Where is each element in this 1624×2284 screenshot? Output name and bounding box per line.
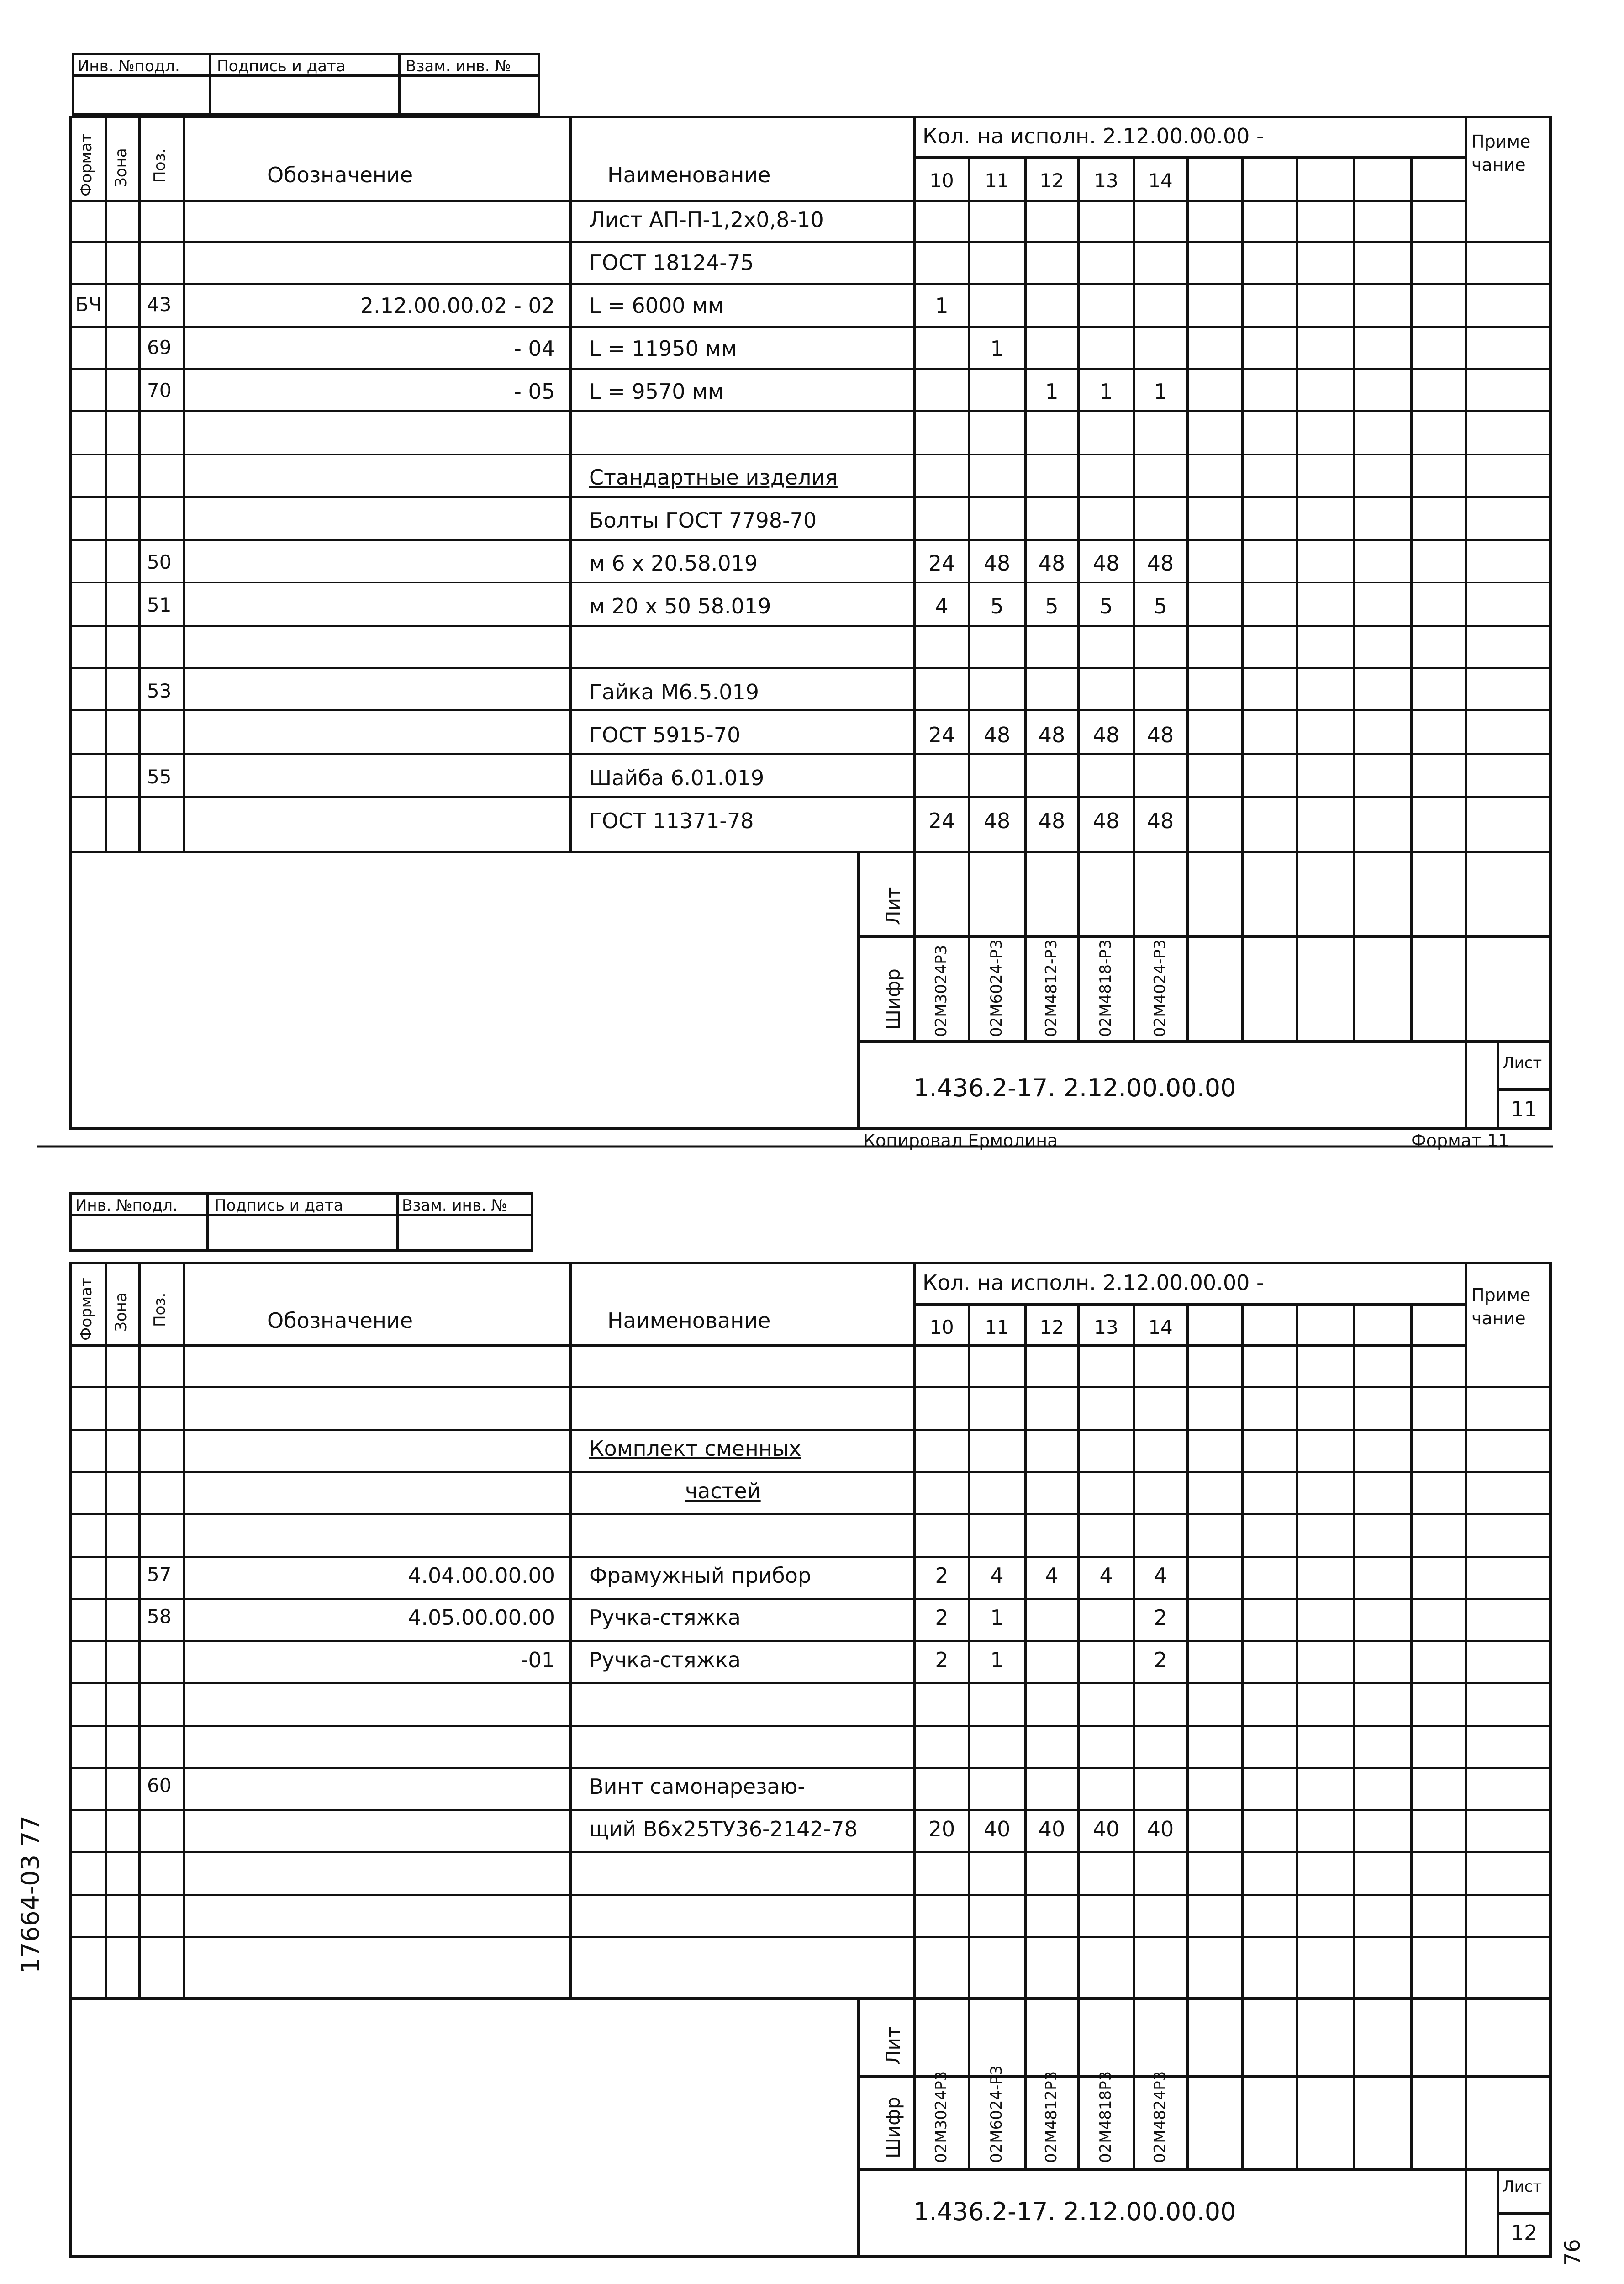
- row-naimenovanie: Стандартные изделия: [589, 465, 838, 490]
- variant-header-10: 10: [929, 1316, 954, 1338]
- row-qty-13: 48: [1092, 723, 1120, 747]
- shifr-code: 02М3024Р3: [932, 945, 950, 1037]
- list-label: Лист: [1503, 1054, 1542, 1072]
- row-naimenovanie: Ручка-стяжка: [589, 1605, 741, 1630]
- row-naimenovanie: частей: [685, 1478, 761, 1503]
- variant-header-13: 13: [1094, 1316, 1118, 1338]
- col-format-header: Формат: [77, 133, 95, 196]
- row-oboznachenie: - 04: [514, 336, 555, 361]
- row-qty-13: 40: [1092, 1816, 1120, 1841]
- shifr-code: 02М6024-Р3: [987, 939, 1006, 1037]
- row-qty-12: 48: [1038, 809, 1065, 833]
- row-qty-11: 48: [983, 551, 1011, 576]
- row-poz: 55: [147, 766, 172, 788]
- col-naimenovanie-header-2: Наименование: [607, 1308, 771, 1333]
- variant-header-12: 12: [1039, 169, 1064, 192]
- row-oboznachenie: -01: [520, 1647, 555, 1672]
- row-poz: 69: [147, 336, 172, 359]
- row-qty-12: 4: [1045, 1563, 1059, 1588]
- col-zona-header-2: Зона: [112, 1292, 130, 1332]
- row-qty-14: 4: [1154, 1563, 1167, 1588]
- inv-no-label: Инв. №подл.: [78, 57, 180, 75]
- row-qty-10: 24: [928, 551, 955, 576]
- row-qty-12: 48: [1038, 551, 1065, 576]
- variant-header-11: 11: [985, 1316, 1009, 1338]
- shifr-code: 02М4818-Р3: [1097, 939, 1115, 1037]
- row-oboznachenie: 4.04.00.00.00: [408, 1563, 555, 1588]
- row-qty-11: 40: [983, 1816, 1011, 1841]
- row-poz: 70: [147, 379, 172, 402]
- row-qty-14: 2: [1154, 1647, 1167, 1672]
- col-poz-header: Поз.: [151, 148, 169, 183]
- shifr-code: 02М6024-Р3: [987, 2065, 1006, 2163]
- row-qty-11: 5: [990, 594, 1004, 619]
- lit-label: Лит: [882, 887, 904, 925]
- variant-header-11: 11: [985, 169, 1009, 192]
- variant-header-10: 10: [929, 169, 954, 192]
- row-qty-13: 48: [1092, 809, 1120, 833]
- row-naimenovanie: Ручка-стяжка: [589, 1647, 741, 1672]
- row-qty-12: 1: [1045, 379, 1059, 404]
- page-number: 76: [1560, 2239, 1585, 2266]
- list-number: 11: [1510, 1097, 1538, 1121]
- row-qty-10: 4: [935, 594, 949, 619]
- inv-zam-label-2: Взам. инв. №: [402, 1196, 507, 1215]
- row-qty-13: 1: [1099, 379, 1113, 404]
- row-naimenovanie: L = 9570 мм: [589, 379, 724, 404]
- row-qty-11: 1: [990, 336, 1004, 361]
- col-poz-header-2: Поз.: [151, 1292, 169, 1327]
- row-poz: 51: [147, 594, 172, 616]
- row-qty-10: 1: [935, 293, 949, 318]
- row-poz: 60: [147, 1774, 172, 1797]
- row-qty-10: 2: [935, 1605, 949, 1630]
- row-qty-14: 48: [1147, 723, 1174, 747]
- inv-zam-label: Взам. инв. №: [406, 57, 511, 75]
- row-naimenovanie: м 6 x 20.58.019: [589, 551, 758, 576]
- list-number-2: 12: [1510, 2221, 1538, 2245]
- format-label: Формат 11: [1411, 1131, 1509, 1151]
- shifr-label-2: Шифр: [882, 2097, 904, 2158]
- row-poz: 53: [147, 680, 172, 702]
- variant-header-14: 14: [1148, 169, 1173, 192]
- row-naimenovanie: Шайба 6.01.019: [589, 766, 765, 790]
- col-zona-header: Зона: [112, 148, 130, 187]
- row-qty-14: 48: [1147, 551, 1174, 576]
- row-qty-11: 1: [990, 1647, 1004, 1672]
- row-qty-13: 4: [1099, 1563, 1113, 1588]
- row-oboznachenie: 2.12.00.00.02 - 02: [360, 293, 555, 318]
- row-qty-10: 24: [928, 809, 955, 833]
- row-poz: 43: [147, 293, 172, 316]
- row-poz: 50: [147, 551, 172, 573]
- row-naimenovanie: Болты ГОСТ 7798-70: [589, 508, 817, 533]
- row-qty-14: 40: [1147, 1816, 1174, 1841]
- col-oboznachenie-header-2: Обозначение: [267, 1308, 413, 1333]
- row-qty-10: 24: [928, 723, 955, 747]
- row-qty-14: 1: [1154, 379, 1167, 404]
- shifr-code: 02М4824Р3: [1151, 2071, 1169, 2163]
- row-qty-11: 1: [990, 1605, 1004, 1630]
- shifr-code: 02М4812Р3: [1042, 2071, 1060, 2163]
- variant-header-13: 13: [1094, 169, 1118, 192]
- row-format: БЧ: [75, 293, 102, 316]
- col-oboznachenie-header: Обозначение: [267, 163, 413, 187]
- row-naimenovanie: ГОСТ 11371-78: [589, 809, 754, 833]
- row-naimenovanie: Фрамужный прибор: [589, 1563, 812, 1588]
- row-poz: 58: [147, 1605, 172, 1628]
- row-naimenovanie: L = 6000 мм: [589, 293, 724, 318]
- side-stamp: 17664-03 77: [16, 1815, 45, 1973]
- shifr-code: 02М4812-Р3: [1042, 939, 1060, 1037]
- inv-no-label-2: Инв. №подл.: [75, 1196, 178, 1215]
- shifr-code: 02М4024-Р3: [1151, 939, 1169, 1037]
- variant-header-14: 14: [1148, 1316, 1173, 1338]
- col-kol-header: Кол. на исполн. 2.12.00.00.00 -: [923, 124, 1264, 148]
- sign-date-label: Подпись и дата: [217, 57, 346, 75]
- shifr-label: Шифр: [882, 968, 904, 1030]
- row-oboznachenie: 4.05.00.00.00: [408, 1605, 555, 1630]
- row-qty-14: 2: [1154, 1605, 1167, 1630]
- row-qty-14: 5: [1154, 594, 1167, 619]
- row-naimenovanie: щий В6x25ТУ36-2142-78: [589, 1816, 858, 1841]
- row-naimenovanie: м 20 x 50 58.019: [589, 594, 771, 619]
- row-qty-10: 2: [935, 1563, 949, 1588]
- row-naimenovanie: ГОСТ 18124-75: [589, 250, 754, 275]
- row-naimenovanie: Лист АП-П-1,2x0,8-10: [589, 207, 824, 232]
- sign-date-label-2: Подпись и дата: [215, 1196, 343, 1215]
- row-qty-12: 5: [1045, 594, 1059, 619]
- row-qty-12: 48: [1038, 723, 1065, 747]
- row-qty-10: 2: [935, 1647, 949, 1672]
- doc-code-2: 1.436.2-17. 2.12.00.00.00: [913, 2197, 1236, 2226]
- row-naimenovanie: Винт самонарезаю-: [589, 1774, 806, 1799]
- row-qty-13: 48: [1092, 551, 1120, 576]
- doc-code: 1.436.2-17. 2.12.00.00.00: [913, 1073, 1236, 1102]
- row-naimenovanie: ГОСТ 5915-70: [589, 723, 741, 747]
- row-oboznachenie: - 05: [514, 379, 555, 404]
- row-naimenovanie: L = 11950 мм: [589, 336, 737, 361]
- col-prim-header: Приме чание: [1471, 132, 1531, 175]
- row-qty-11: 4: [990, 1563, 1004, 1588]
- row-qty-14: 48: [1147, 809, 1174, 833]
- row-poz: 57: [147, 1563, 172, 1586]
- variant-header-12: 12: [1039, 1316, 1064, 1338]
- row-qty-10: 20: [928, 1816, 955, 1841]
- row-qty-11: 48: [983, 809, 1011, 833]
- row-qty-12: 40: [1038, 1816, 1065, 1841]
- row-qty-11: 48: [983, 723, 1011, 747]
- list-label-2: Лист: [1503, 2178, 1542, 2196]
- col-prim-header-2: Приме чание: [1471, 1285, 1531, 1329]
- col-kol-header-2: Кол. на исполн. 2.12.00.00.00 -: [923, 1270, 1264, 1295]
- row-naimenovanie: Гайка М6.5.019: [589, 680, 759, 704]
- shifr-code: 02М3024Р3: [932, 2071, 950, 2163]
- row-qty-13: 5: [1099, 594, 1113, 619]
- lit-label-2: Лит: [882, 2026, 904, 2065]
- shifr-code: 02М4818Р3: [1097, 2071, 1115, 2163]
- row-naimenovanie: Комплект сменных: [589, 1436, 801, 1461]
- col-naimenovanie-header: Наименование: [607, 163, 771, 187]
- col-format-header-2: Формат: [77, 1278, 95, 1341]
- copied-by: Копировал Ермолина: [863, 1131, 1058, 1151]
